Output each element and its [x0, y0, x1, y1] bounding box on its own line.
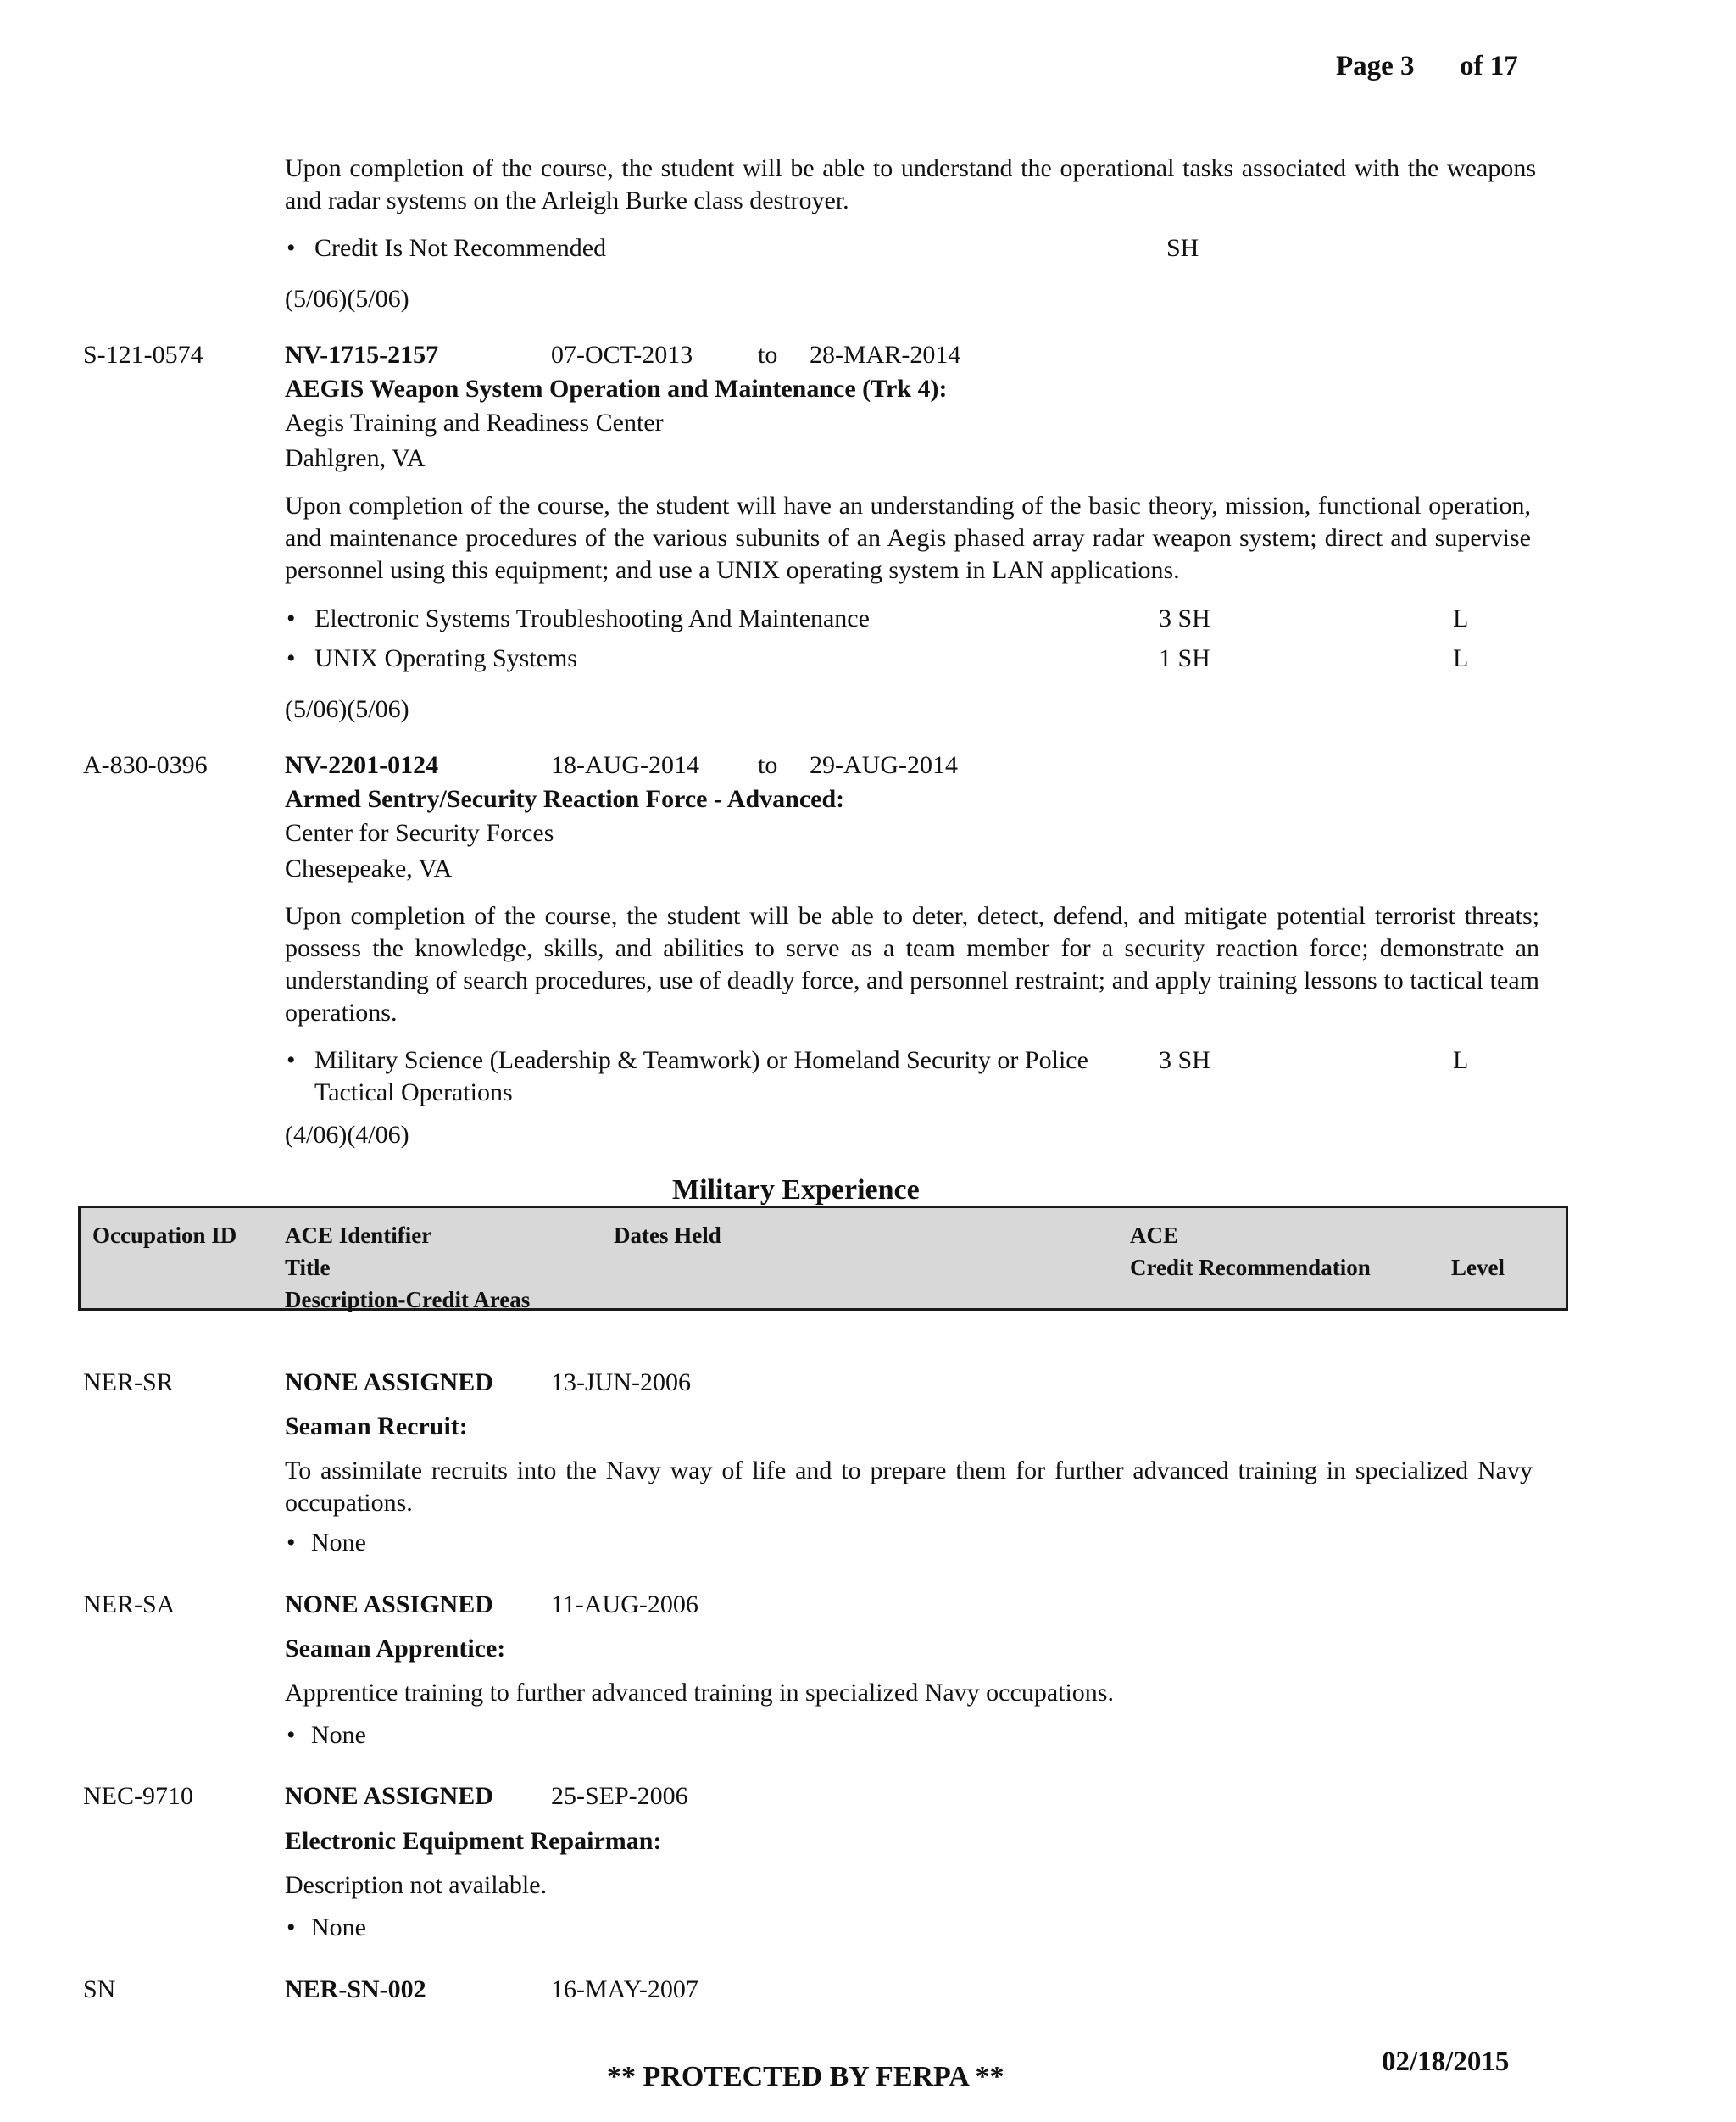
header-occupation-id: Occupation ID	[92, 1223, 237, 1248]
course-start-date: 18-AUG-2014	[551, 751, 699, 779]
occupation-title: Seaman Recruit:	[285, 1412, 468, 1440]
section-title: Military Experience	[672, 1174, 920, 1206]
occupation-id: NER-SA	[83, 1590, 175, 1618]
course-title: AEGIS Weapon System Operation and Maintenance (Trk 4):	[285, 375, 948, 403]
ferpa-notice: ** PROTECTED BY FERPA **	[607, 2061, 1004, 2092]
date-separator: to	[758, 751, 778, 779]
occupation-title: Electronic Equipment Repairman:	[285, 1827, 662, 1855]
course-dates: (4/06)(4/06)	[285, 1121, 409, 1149]
credit-amount: 1 SH	[1159, 644, 1210, 672]
credit-level: L	[1453, 1046, 1469, 1074]
course-start-date: 07-OCT-2013	[551, 341, 693, 369]
occupation-title: Seaman Apprentice:	[285, 1635, 506, 1663]
occupation-ace-id: NONE ASSIGNED	[285, 1590, 493, 1618]
occupation-ace-id: NER-SN-002	[285, 1975, 426, 2003]
header-title: Title	[285, 1255, 331, 1280]
prev-course-credit-amount: SH	[1166, 234, 1199, 262]
credit-label: Electronic Systems Troubleshooting And Maintenance	[314, 604, 870, 632]
credit-label-line1: Military Science (Leadership & Teamwork) or Homeland Security or Police	[314, 1046, 1088, 1074]
course-location: Aegis Training and Readiness Center	[285, 409, 664, 437]
course-id: S-121-0574	[83, 341, 203, 369]
course-end-date: 29-AUG-2014	[810, 751, 958, 779]
prev-course-credit-label: Credit Is Not Recommended	[314, 234, 607, 262]
header-ace: ACE	[1130, 1223, 1179, 1248]
credit-label-line2: Tactical Operations	[314, 1078, 513, 1106]
occupation-id: NEC-9710	[83, 1782, 193, 1810]
credit-amount: 3 SH	[1159, 604, 1210, 632]
course-city: Dahlgren, VA	[285, 444, 426, 472]
bullet: •	[287, 644, 296, 672]
course-title: Armed Sentry/Security Reaction Force - Advanced:	[285, 785, 845, 813]
footer-date: 02/18/2015	[1382, 2047, 1510, 2077]
date-separator: to	[758, 341, 778, 369]
course-description: Upon completion of the course, the student will have an understanding of the basic theory, mission, functional operation, and maintenance procedures of the various subunits of an Aegis phased array radar weapon system; direct and supervise personnel using this equipment; and use a UNIX operating system in LAN applications.	[285, 492, 1531, 584]
header-credit-recommendation: Credit Recommendation	[1130, 1255, 1371, 1280]
header-description: Description-Credit Areas	[285, 1287, 531, 1312]
credit-level: L	[1453, 604, 1469, 632]
credit-label: UNIX Operating Systems	[314, 644, 577, 672]
course-location: Center for Security Forces	[285, 819, 554, 847]
occupation-description: To assimilate recruits into the Navy way of life and to prepare them for further advanced training in specialized Navy occupations.	[285, 1456, 1533, 1517]
occupation-description: Apprentice training to further advanced training in specialized Navy occupations.	[285, 1679, 1114, 1707]
credit-level: L	[1453, 644, 1469, 672]
course-city: Chesepeake, VA	[285, 855, 453, 883]
prev-course-dates: (5/06)(5/06)	[285, 285, 409, 313]
header-dates-held: Dates Held	[614, 1223, 721, 1248]
occupation-credit: None	[311, 1529, 366, 1557]
ace-identifier: NV-1715-2157	[285, 341, 439, 369]
bullet: •	[287, 1046, 296, 1074]
bullet: •	[287, 1721, 296, 1749]
occupation-ace-id: NONE ASSIGNED	[285, 1782, 493, 1810]
occupation-credit: None	[311, 1721, 366, 1749]
prev-course-description: Upon completion of the course, the student will be able to understand the operational tasks associated with the weapons and radar systems on the Arleigh Burke class destroyer.	[285, 154, 1536, 214]
bullet: •	[287, 234, 296, 262]
table-header	[78, 1206, 1568, 1311]
occupation-credit: None	[311, 1913, 366, 1941]
occupation-date: 13-JUN-2006	[551, 1368, 691, 1396]
occupation-ace-id: NONE ASSIGNED	[285, 1368, 493, 1396]
course-id: A-830-0396	[83, 751, 208, 779]
course-end-date: 28-MAR-2014	[810, 341, 961, 369]
occupation-date: 25-SEP-2006	[551, 1782, 688, 1810]
course-description: Upon completion of the course, the student will be able to deter, detect, defend, and mitigate potential terrorist threats; possess the knowledge, skills, and abilities to serve as a team member for a security reaction force; demonstrate an understanding of search procedures, use of deadly force, and personnel restraint; and apply training lessons to tactical team operations.	[285, 902, 1539, 1027]
page-total: of 17	[1460, 51, 1518, 81]
header-ace-identifier: ACE Identifier	[285, 1223, 432, 1248]
header-level: Level	[1451, 1255, 1505, 1280]
bullet: •	[287, 1529, 296, 1557]
occupation-id: SN	[83, 1975, 116, 2003]
occupation-date: 16-MAY-2007	[551, 1975, 698, 2003]
occupation-date: 11-AUG-2006	[551, 1590, 698, 1618]
occupation-description: Description not available.	[285, 1871, 548, 1899]
credit-amount: 3 SH	[1159, 1046, 1210, 1074]
page-number: Page 3	[1336, 51, 1415, 81]
occupation-id: NER-SR	[83, 1368, 174, 1396]
bullet: •	[287, 604, 296, 632]
course-dates: (5/06)(5/06)	[285, 695, 409, 723]
ace-identifier: NV-2201-0124	[285, 751, 439, 779]
bullet: •	[287, 1913, 296, 1941]
